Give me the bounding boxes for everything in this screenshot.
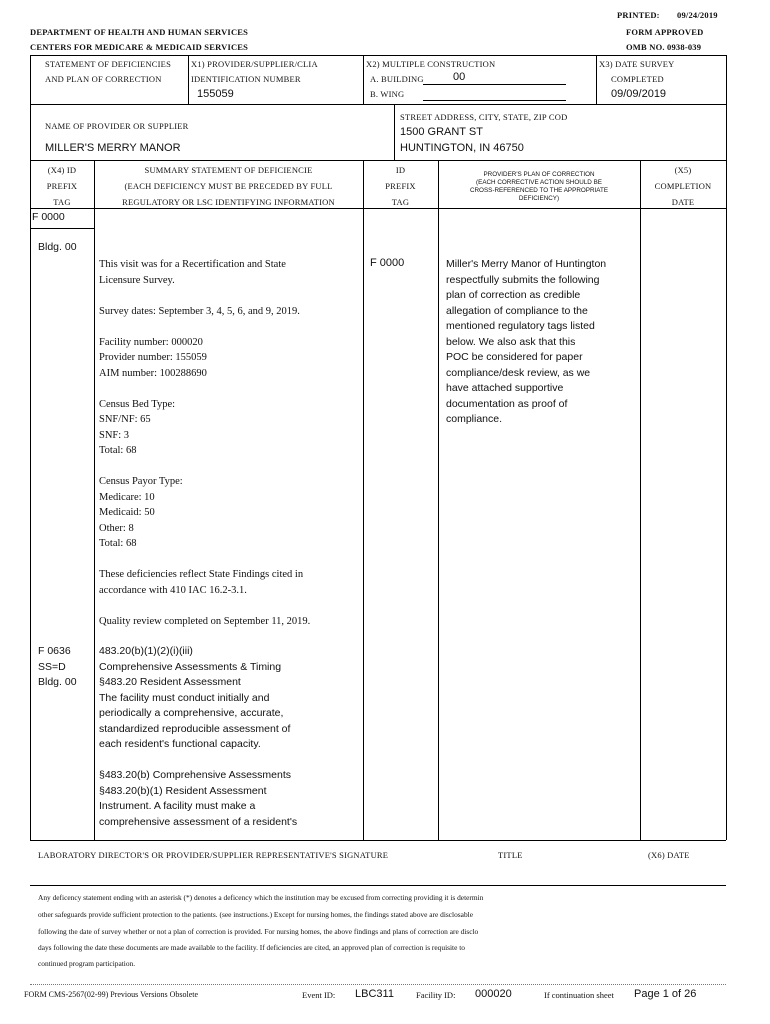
continuation-label: If continuation sheet bbox=[544, 990, 614, 1000]
col-plan-l3: CROSS-REFERENCED TO THE APPROPRIATE bbox=[469, 187, 609, 194]
statement-label-2: AND PLAN OF CORRECTION bbox=[45, 74, 162, 84]
col-plan-l1: PROVIDER'S PLAN OF CORRECTION bbox=[483, 171, 595, 178]
address-line-1: 1500 GRANT ST bbox=[400, 126, 483, 138]
summary-statement-f0000: This visit was for a Recertification and State Licensure Survey. Survey dates: September 3, 4, 5, 6, and 9, 2019. Facility number: 000020 Provider number: 155059 AIM number: 100288690 Census Bed Type: SNF/NF: 65 SNF: 3 Total: 68 Census Payor Type: Medicare: 10 Medicaid: 50 Other: 8 Total: 68 These deficiencies reflect State Findings cited in accordance with 410 IAC 16.2-3.1. Quality review completed on September 11, 2019. bbox=[99, 259, 311, 627]
printed-label: PRINTED: bbox=[617, 10, 660, 20]
col-x4-l1: (X4) ID bbox=[47, 165, 77, 175]
event-id-value: LBC311 bbox=[355, 988, 394, 1000]
disclaimer-line-2: other safeguards provide sufficient protection to the patients. (see instructions.) Except for nursing homes, the findings stated above are disclosable bbox=[38, 910, 473, 919]
col-id-l3: TAG bbox=[391, 197, 410, 207]
provider-id-value: 155059 bbox=[197, 88, 234, 100]
page-indicator: Page 1 of 26 bbox=[634, 988, 697, 1000]
col-plan-l4: DEFICIENCY) bbox=[518, 195, 560, 202]
provider-name-value: MILLER'S MERRY MANOR bbox=[45, 142, 181, 154]
x3-label-1: X3) DATE SURVEY bbox=[599, 59, 675, 69]
signature-label: LABORATORY DIRECTOR'S OR PROVIDER/SUPPLIER REPRESENTATIVE'S SIGNATURE bbox=[38, 850, 389, 860]
event-id-label: Event ID: bbox=[302, 990, 336, 1000]
x6-date-label: (X6) DATE bbox=[648, 850, 690, 860]
col-x5-l3: DATE bbox=[671, 197, 695, 207]
facility-id-label: Facility ID: bbox=[416, 990, 456, 1000]
bldg-label: Bldg. 00 bbox=[38, 241, 77, 253]
facility-id-value: 000020 bbox=[475, 988, 512, 1000]
disclaimer-line-1: Any deficency statement ending with an asterisk (*) denotes a deficency which the institution may be excused from correcting providing it is determin bbox=[38, 893, 484, 902]
id-prefix-f0000: F 0000 bbox=[370, 257, 405, 269]
x2-label: X2) MULTIPLE CONSTRUCTION bbox=[366, 59, 496, 69]
col-x5-l2: COMPLETION bbox=[654, 181, 712, 191]
printed-date: 09/24/2019 bbox=[677, 10, 718, 20]
col-x4-l3: TAG bbox=[53, 197, 71, 207]
plan-of-correction-text: Miller's Merry Manor of Huntington respectfully submits the following plan of correction as credible allegation of compliance to the mentioned regulatory tags listed below. We also ask that this POC be considered for paper compliance/desk review, as we have attached supportive documentation as proof of compliance. bbox=[446, 258, 607, 425]
tag-f0636: F 0636 SS=D Bldg. 00 bbox=[38, 645, 77, 688]
col-id-l1: ID bbox=[395, 165, 406, 175]
disclaimer-line-4: days following the date these documents are made available to the facility. If deficiencies are cited, an approved plan of correction is requisite to bbox=[38, 943, 465, 952]
form-number: FORM CMS-2567(02-99) Previous Versions Obsolete bbox=[24, 990, 199, 999]
disclaimer-line-3: following the date of survey whether or not a plan of correction is provided. For nursing homes, the above findings and plans of correction are disclo bbox=[38, 927, 479, 936]
col-plan-l2: (EACH CORRECTIVE ACTION SHOULD BE bbox=[476, 179, 602, 186]
title-label: TITLE bbox=[498, 850, 523, 860]
col-x4-l2: PREFIX bbox=[46, 181, 78, 191]
summary-statement-f0636: 483.20(b)(1)(2)(i)(iii) Comprehensive Assessments & Timing §483.20 Resident Assessment The facility must conduct initially and periodically a comprehensive, accurate, standardized reproducible assessment of each resident's functional capacity. §483.20(b) Comprehensive Assessments §483.20(b)(1) Resident Assessment Instrument. A facility must make a comprehensive assessment of a resident's bbox=[99, 645, 298, 828]
centers-title: CENTERS FOR MEDICARE & MEDICAID SERVICES bbox=[30, 42, 249, 52]
x1-label-2: IDENTIFICATION NUMBER bbox=[191, 74, 301, 84]
col-x5-l1: (X5) bbox=[674, 165, 692, 175]
col-summary-l1: SUMMARY STATEMENT OF DEFICIENCIE bbox=[144, 165, 313, 175]
col-id-l2: PREFIX bbox=[385, 181, 416, 191]
omb-number: OMB NO. 0938-039 bbox=[626, 42, 702, 52]
address-line-2: HUNTINGTON, IN 46750 bbox=[400, 142, 524, 154]
wing-label: B. WING bbox=[370, 89, 405, 99]
col-summary-l3: REGULATORY OR LSC IDENTIFYING INFORMATION bbox=[122, 197, 335, 207]
x3-label-2: COMPLETED bbox=[611, 74, 664, 84]
department-title: DEPARTMENT OF HEALTH AND HUMAN SERVICES bbox=[30, 27, 249, 37]
tag-f0000: F 0000 bbox=[32, 211, 65, 223]
x1-label-1: X1) PROVIDER/SUPPLIER/CLIA bbox=[191, 59, 318, 69]
building-value: 00 bbox=[453, 71, 466, 83]
col-summary-l2: (EACH DEFICIENCY MUST BE PRECEDED BY FULL bbox=[124, 181, 333, 191]
statement-label-1: STATEMENT OF DEFICIENCIES bbox=[45, 59, 172, 69]
form-approved: FORM APPROVED bbox=[626, 27, 704, 37]
address-label: STREET ADDRESS, CITY, STATE, ZIP COD bbox=[400, 112, 568, 122]
disclaimer-line-5: continued program participation. bbox=[38, 959, 136, 968]
provider-name-label: NAME OF PROVIDER OR SUPPLIER bbox=[45, 121, 189, 131]
survey-date-value: 09/09/2019 bbox=[611, 88, 667, 100]
building-label: A. BUILDING bbox=[370, 74, 424, 84]
